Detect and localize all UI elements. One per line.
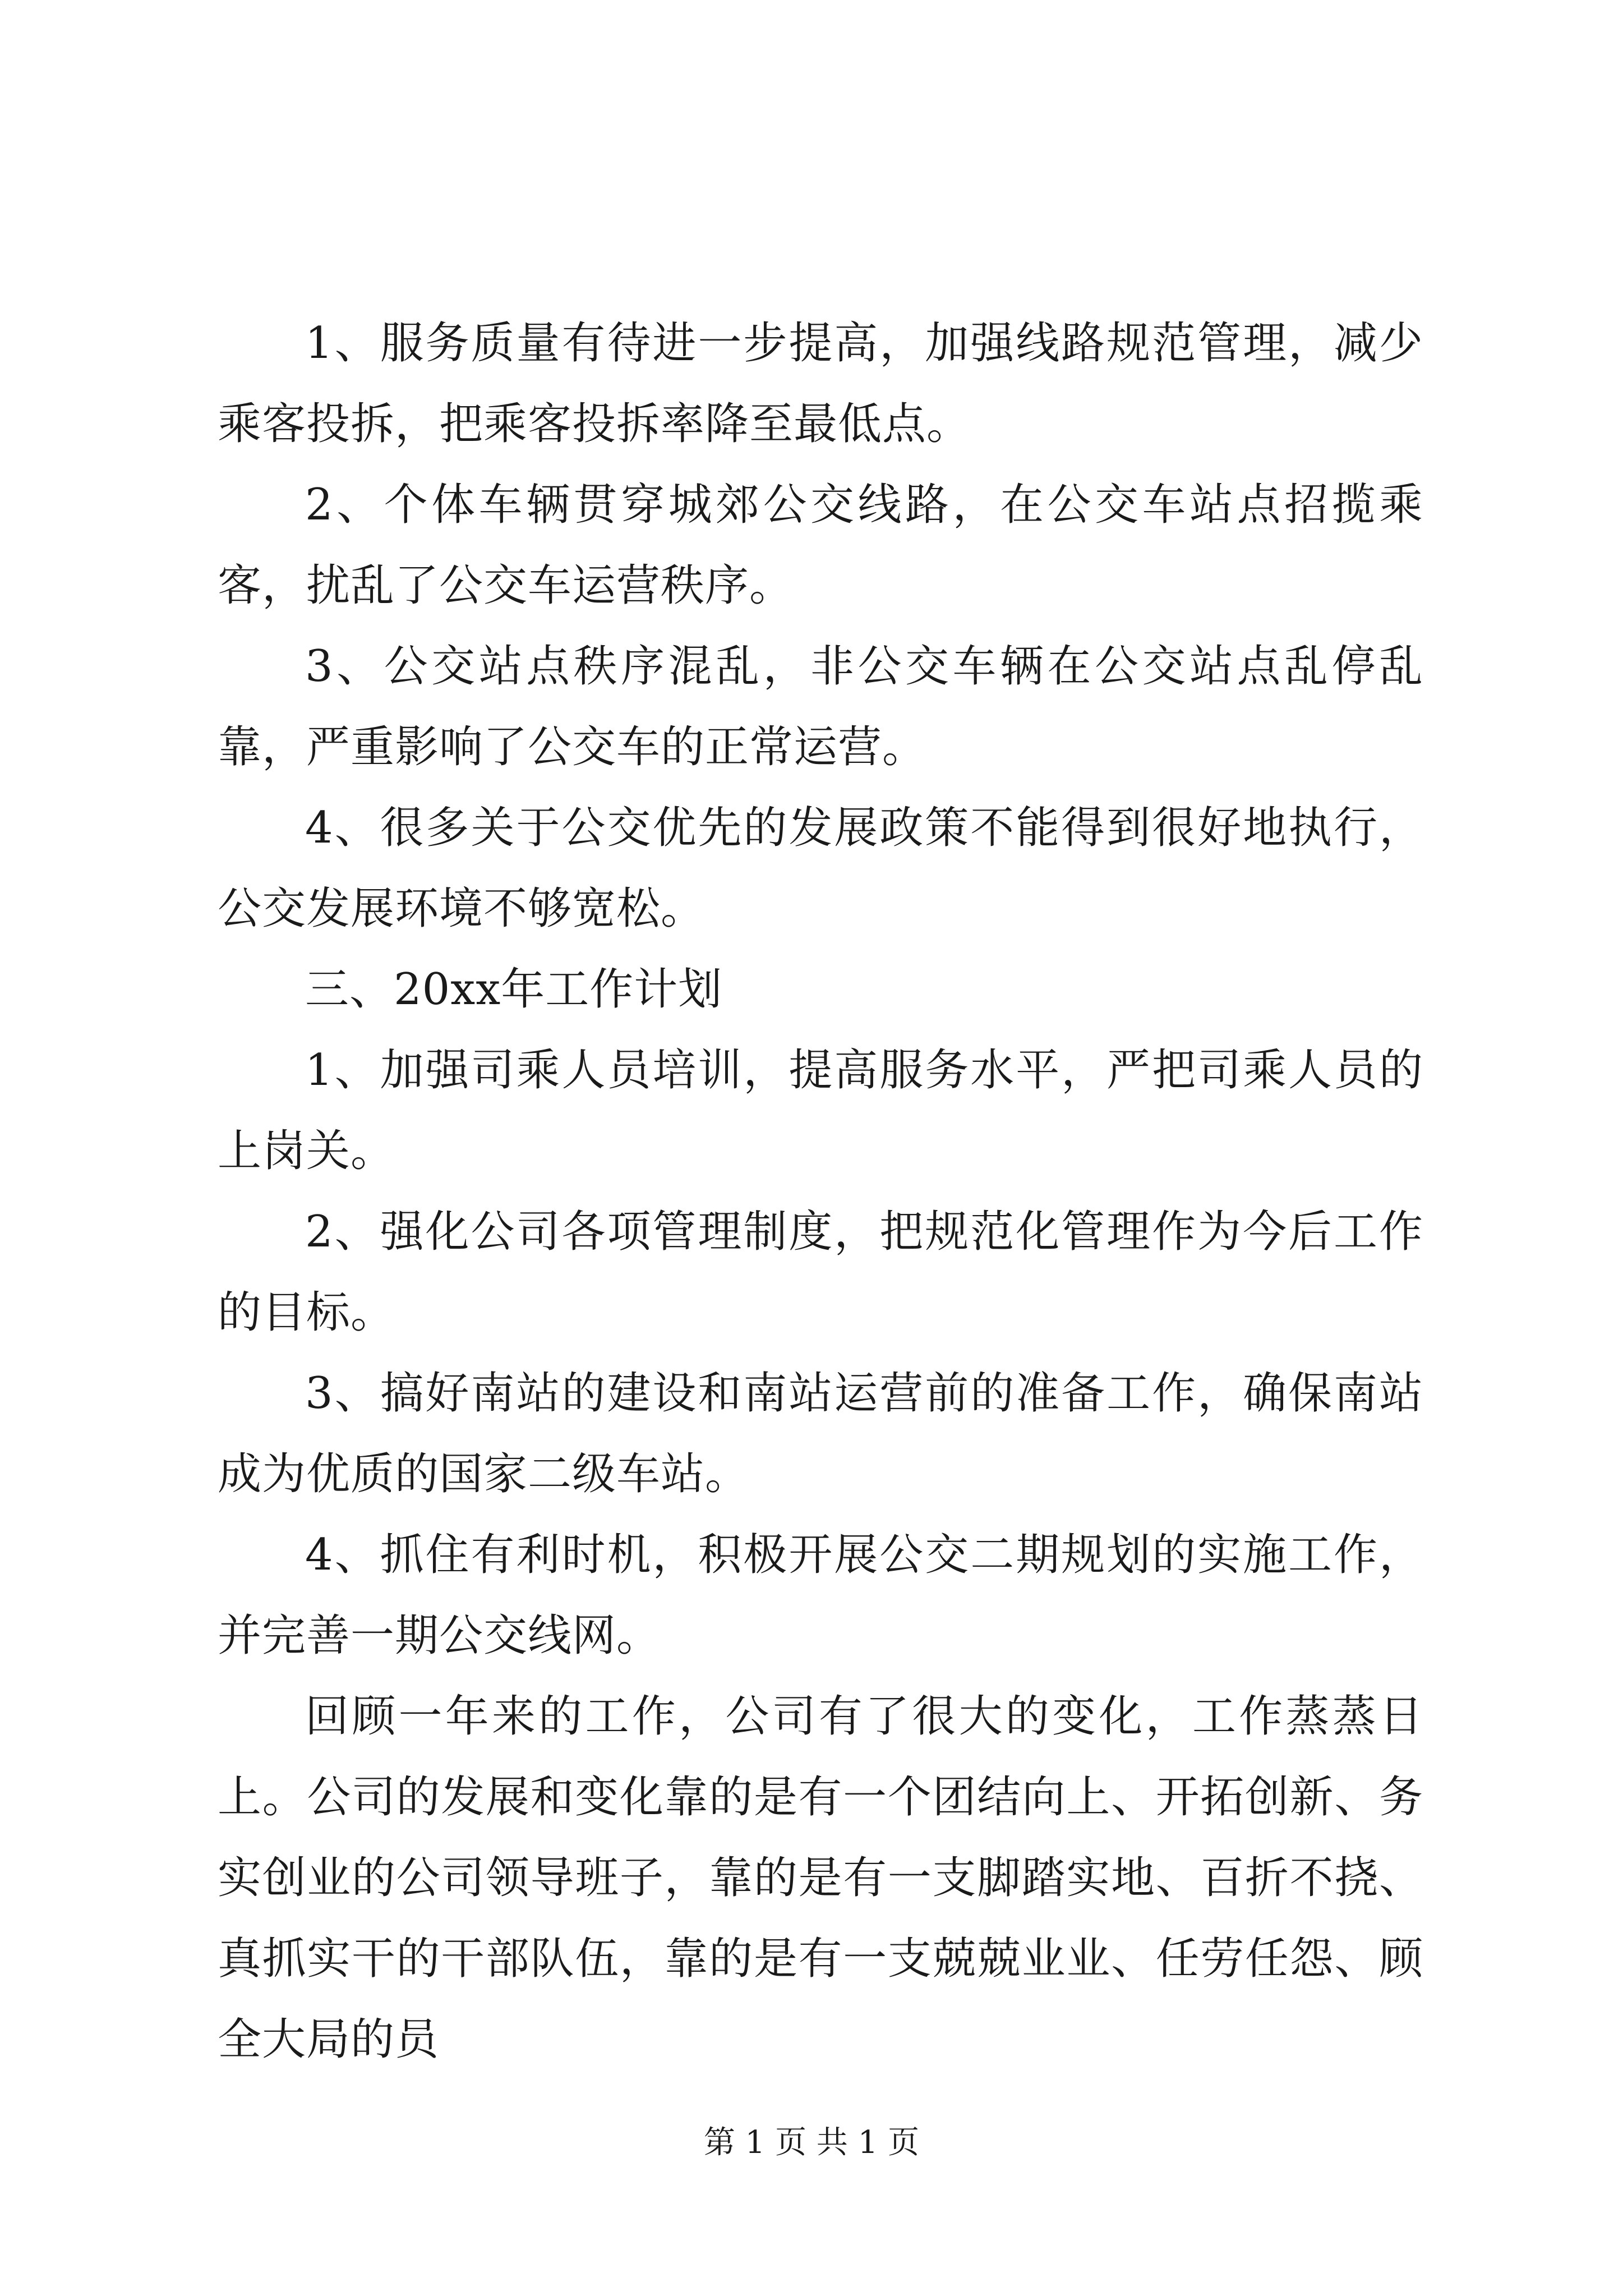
paragraph-private-vehicles: 2、个体车辆贯穿城郊公交线路，在公交车站点招揽乘客，扰乱了公交车运营秩序。 <box>218 480 1423 611</box>
section-heading-work-plan: 三、20xx年工作计划 <box>305 964 723 1015</box>
paragraph-annual-review: 回顾一年来的工作，公司有了很大的变化，工作蒸蒸日上。公司的发展和变化靠的是有一个团结向上、开拓创新、务实创业的公司领导班子，靠的是有一支脚踏实地、百折不挠、真抓实干的干部队伍，靠的是有一支兢兢业业、任劳任怨、顾全大局的员 <box>218 1691 1423 2065</box>
paragraph-policy-execution: 4、很多关于公交优先的发展政策不能得到很好地执行，公交发展环境不够宽松。 <box>218 803 1423 934</box>
paragraph-service-quality: 1、服务质量有待进一步提高，加强线路规范管理，减少乘客投拆，把乘客投拆率降至最低点。 <box>218 318 1423 449</box>
paragraph-south-station: 3、搞好南站的建设和南站运营前的准备工作，确保南站成为优质的国家二级车站。 <box>218 1368 1423 1499</box>
document-body <box>218 303 1423 2080</box>
paragraph-station-order: 3、公交站点秩序混乱，非公交车辆在公交站点乱停乱靠，严重影响了公交车的正常运营。 <box>218 641 1423 772</box>
paragraph-phase-two-plan: 4、抓住有利时机，积极开展公交二期规划的实施工作，并完善一期公交线网。 <box>218 1530 1423 1661</box>
paragraph-management-system: 2、强化公司各项管理制度，把规范化管理作为今后工作的目标。 <box>218 1207 1423 1338</box>
paragraph-staff-training: 1、加强司乘人员培训，提高服务水平，严把司乘人员的上岗关。 <box>218 1045 1423 1176</box>
page-footer: 第 1 页 共 1 页 <box>703 2124 920 2161</box>
